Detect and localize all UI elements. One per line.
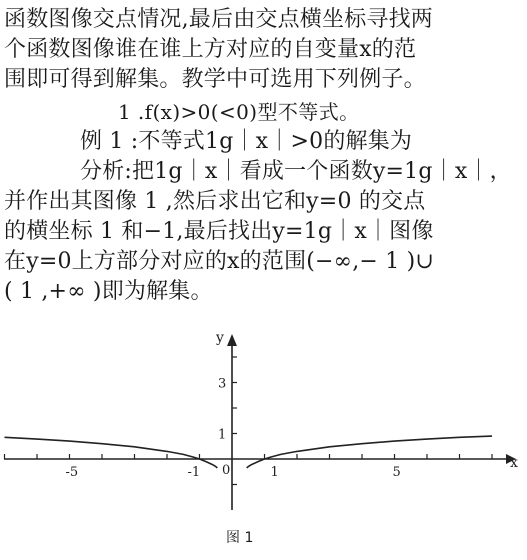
analysis-line: 分析:把1g｜x｜看成一个函数y=1g｜x｜，: [80, 159, 512, 184]
log-abs-graph: [0, 318, 527, 528]
x-tick-label: 1: [270, 465, 279, 480]
y-tick-label: 1: [218, 427, 227, 443]
paragraph-line: 围即可得到解集。教学中可选用下列例子。: [4, 67, 426, 92]
x-tick-label: -5: [65, 465, 79, 480]
x-tick-label: 0: [222, 463, 231, 478]
paragraph-line: 函数图像交点情况,最后由交点横坐标寻找两: [4, 7, 433, 32]
paragraph-line: 在y=0上方部分对应的x的范围(−∞,− 1 )∪: [4, 249, 435, 274]
y-axis-arrow: [227, 334, 237, 346]
curve-left-branch: [5, 437, 218, 468]
paragraph-line: 个函数图像谁在谁上方对应的自变量x的范: [4, 37, 417, 62]
y-tick-label: 3: [218, 376, 227, 392]
paragraph-line: 的横坐标 1 和−1,最后找出y=1g｜x｜图像: [4, 219, 434, 244]
figure-caption: 图 1: [226, 530, 254, 546]
y-axis-label: y: [216, 330, 224, 346]
curve-right-branch: [247, 436, 492, 468]
example-line: 例 1 :不等式1g｜x｜>0的解集为: [80, 129, 413, 154]
x-tick-label: -1: [187, 465, 201, 480]
x-tick-label: 5: [392, 465, 401, 480]
paragraph-line: 并作出其图像 1 ,然后求出它和y=0 的交点: [4, 189, 426, 214]
section-heading: 1 .f(x)>0(<0)型不等式。: [118, 100, 360, 124]
x-axis-label: x: [510, 455, 518, 471]
paragraph-line: ( 1 ,+∞ )即为解集。: [4, 279, 213, 304]
